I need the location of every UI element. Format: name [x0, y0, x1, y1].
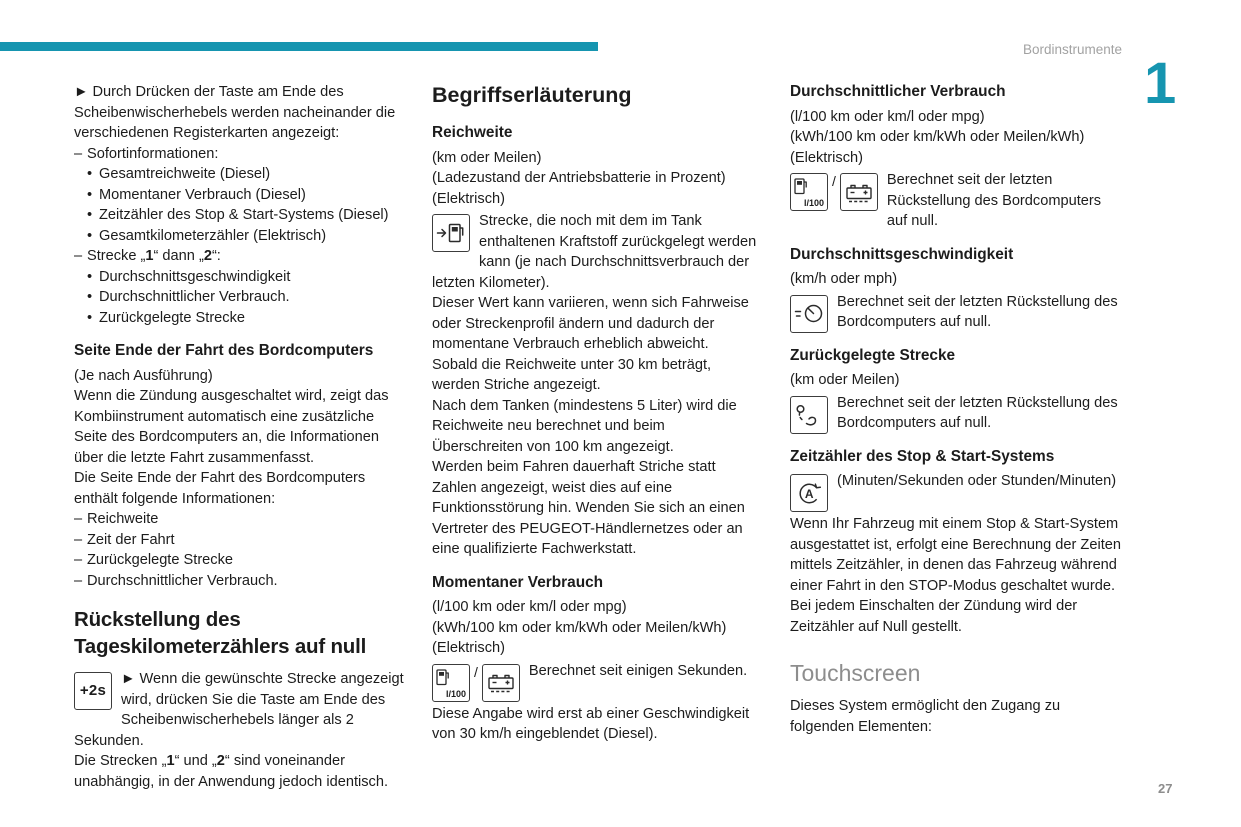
instant-display-note: Diese Angabe wird erst ab einer Geschwindigkeit von 30 km/h eingeblendet (Diesel). [432, 705, 750, 742]
range-dashes-note: Sobald die Reichweite unter 30 km beträgt, werden Striche angezeigt. [432, 356, 712, 393]
distance-route-icon [790, 396, 828, 434]
slash-separator: / [832, 173, 836, 189]
average-consumption-icons [790, 173, 878, 211]
avg-consumption-units-electric: (kWh/100 km oder km/kWh oder Meilen/kWh) [790, 129, 1085, 145]
fuel-pump-glyph [794, 178, 808, 195]
list-item: • Zurückgelegte Strecke [87, 308, 406, 329]
range-units: (km oder Meilen) [432, 149, 542, 166]
range-description-block [432, 211, 757, 293]
text-run: “: [211, 248, 221, 264]
touchscreen-intro: Dieses System ermöglicht den Zugang zu folgenden Elementen: [790, 698, 1061, 735]
strecke-list [74, 267, 406, 329]
avg-speed-note: Berechnet seit der letzten Rückstellung des Bordcomputers auf null. [837, 293, 1118, 330]
press-2s-label: +2s [79, 681, 107, 699]
instant-units-electric: (kWh/100 km oder km/kWh oder Meilen/kWh) [432, 619, 727, 636]
avg-consumption-units: (l/100 km oder km/l oder mpg) [790, 108, 985, 125]
reset-instructions-block [74, 669, 406, 792]
avg-speed-units: (km/h oder mph) [790, 271, 898, 287]
speedometer-glyph [794, 302, 824, 325]
fuel-consumption-unit-label: l/100 [445, 688, 466, 699]
range-malfunction-note: Werden beim Fahren dauerhaft Striche statt Zahlen angezeigt, weist dies auf eine Funktionsstörung hin. Wenden Sie sich an einen Vertreter des PEUGEOT-Händlernetzes oder an eine qualifizierte Fachwerkstatt. [432, 459, 745, 557]
range-units-electric-tag: (Elektrisch) [432, 190, 505, 207]
heading-stop-start-timer: Zeitzähler des Stop & Start-Systems [790, 447, 1055, 465]
dash-item-sofortinformationen: – Sofortinformationen: [74, 144, 406, 165]
distance-note: Berechnet seit der letzten Rückstellung des Bordcomputers auf null. [837, 394, 1118, 431]
right-column [790, 82, 1122, 737]
heading-instant-consumption: Momentaner Verbrauch [432, 573, 604, 591]
winding-route-glyph [794, 403, 824, 427]
fuel-pump-glyph [436, 669, 450, 686]
text-run: Strecke „ [87, 248, 146, 264]
average-speed-block [790, 292, 1122, 333]
text-run: “ dann „ [153, 248, 204, 264]
range-variation-note: Dieser Wert kann variieren, wenn sich Fahrweise oder Streckenprofil ändern und dadurch der momentane Verbrauch erheblich abweicht. [432, 295, 749, 352]
list-item: – Zeit der Fahrt [74, 530, 406, 551]
instant-units: (l/100 km oder km/l oder mpg) [432, 599, 627, 615]
battery-glyph [487, 672, 515, 693]
left-column [74, 82, 406, 792]
dash-item-strecke [74, 246, 406, 267]
stop-start-letter: A [804, 486, 814, 501]
range-refuel-note: Nach dem Tanken (mindestens 5 Liter) wird die Reichweite neu berechnet und beim Überschreiten von 100 km angezeigt. [432, 397, 737, 455]
range-description: Strecke, die noch mit dem im Tank enthaltenen Kraftstoff zurückgelegt werden kann (je nach Durchschnittsverbrauch der letzten Kilometer). [432, 213, 757, 291]
heading-definitions: Begriffserläuterung [432, 83, 632, 107]
wiper-button-intro: ► Durch Drücken der Taste am Ende des Scheibenwischerhebels werden nacheinander die verschiedenen Registerkarten angezeigt: [74, 84, 396, 141]
battery-consumption-icon [482, 664, 520, 702]
stop-start-units: (Minuten/Sekunden oder Stunden/Minuten) [837, 473, 1117, 489]
list-item: • Momentaner Verbrauch (Diesel) [87, 185, 406, 206]
stop-start-icon [790, 474, 828, 512]
fuel-consumption-unit-label: l/100 [803, 198, 824, 208]
battery-consumption-icon [840, 173, 878, 211]
instant-consumption-icons [432, 664, 520, 702]
fuel-pump-arrow-glyph [436, 222, 466, 244]
chapter-number: 1 [1144, 51, 1177, 116]
list-item: • Zeitzähler des Stop & Start-Systems (Diesel) [87, 205, 406, 226]
chapter-header-label: Bordinstrumente [1022, 42, 1122, 57]
range-units-electric: (Ladezustand der Antriebsbatterie in Prozent) [432, 170, 726, 186]
text-run: 2 [203, 248, 212, 264]
reset-note-text [74, 751, 406, 792]
heading-average-consumption: Durchschnittlicher Verbrauch [790, 83, 1006, 100]
heading-end-of-trip-page: Seite Ende der Fahrt des Bordcomputers [74, 342, 374, 359]
page-number: 27 [1158, 781, 1173, 796]
list-item: – Reichweite [74, 509, 406, 530]
fuel-consumption-icon [432, 664, 470, 702]
instant-calculation-note: Berechnet seit einigen Sekunden. [528, 662, 748, 679]
average-consumption-block [790, 170, 1122, 232]
instant-units-electric-tag: (Elektrisch) [432, 640, 505, 656]
battery-glyph [845, 182, 873, 203]
middle-column [432, 82, 757, 745]
stop-start-block [790, 471, 1122, 501]
auto-stop-start-glyph [796, 480, 823, 507]
slash-separator: / [474, 663, 478, 680]
heading-trip-reset: Rückstellung des Tageskilometerzählers auf null [74, 608, 367, 658]
text-run: “ und „ [174, 753, 217, 769]
list-item: • Durchschnittlicher Verbrauch. [87, 287, 406, 308]
end-of-trip-variant-note: (Je nach Ausführung) [74, 367, 213, 384]
heading-distance-travelled: Zurückgelegte Strecke [790, 346, 956, 364]
avg-consumption-units-electric-tag: (Elektrisch) [790, 149, 863, 166]
list-item: • Gesamtreichweite (Diesel) [87, 164, 406, 185]
sofortinformationen-list [74, 164, 406, 246]
chapter-accent-bar [0, 42, 598, 51]
end-of-trip-info-list [74, 509, 406, 591]
list-item: • Gesamtkilometerzähler (Elektrisch) [87, 226, 406, 247]
text-run: 1 [166, 753, 175, 769]
heading-touchscreen: Touchscreen [790, 660, 921, 686]
text-run: 1 [145, 248, 154, 264]
reset-step-text: ► Wenn die gewünschte Strecke angezeigt wird, drücken Sie die Taste am Ende des Scheibenwischerhebels länger als 2 Sekunden. [74, 671, 404, 749]
heading-average-speed: Durchschnittsgeschwindigkeit [790, 245, 1014, 263]
distance-units: (km oder Meilen) [790, 372, 900, 388]
list-item: • Durchschnittsgeschwindigkeit [87, 267, 406, 288]
stop-start-description: Wenn Ihr Fahrzeug mit einem Stop & Start-System ausgestattet ist, erfolgt eine Berechnung der Zeiten mittels Zeitzähler, in denen das Fahrzeug während einer Fahrt in den STOP-Modus geschaltet wurde. Bei jedem Einschalten der Zündung wird der Zeitzähler auf Null gestellt. [790, 516, 1121, 635]
average-speed-icon [790, 295, 828, 333]
heading-range: Reichweite [432, 124, 513, 141]
text-run: Die Strecken „ [74, 753, 167, 769]
end-of-trip-list-intro: Die Seite Ende der Fahrt des Bordcomputers enthält folgende Informationen: [74, 470, 366, 507]
fuel-range-icon [432, 214, 470, 252]
instant-consumption-block [432, 661, 757, 699]
distance-travelled-block [790, 393, 1122, 434]
end-of-trip-description: Wenn die Zündung ausgeschaltet wird, zeigt das Kombiinstrument automatisch eine zusätzliche Seite des Bordcomputers an, die Informationen über die letzte Fahrt zusammenfasst. [74, 388, 389, 466]
list-item: – Durchschnittlicher Verbrauch. [74, 571, 406, 592]
text-run: “ sind voneinander unabhängig, in der Anwendung jedoch identisch. [74, 753, 389, 790]
list-item: – Zurückgelegte Strecke [74, 550, 406, 571]
text-run: 2 [216, 753, 225, 769]
press-2s-icon [74, 672, 112, 710]
fuel-consumption-icon [790, 173, 828, 211]
avg-consumption-note: Berechnet seit der letzten Rückstellung des Bordcomputers auf null. [886, 172, 1102, 229]
